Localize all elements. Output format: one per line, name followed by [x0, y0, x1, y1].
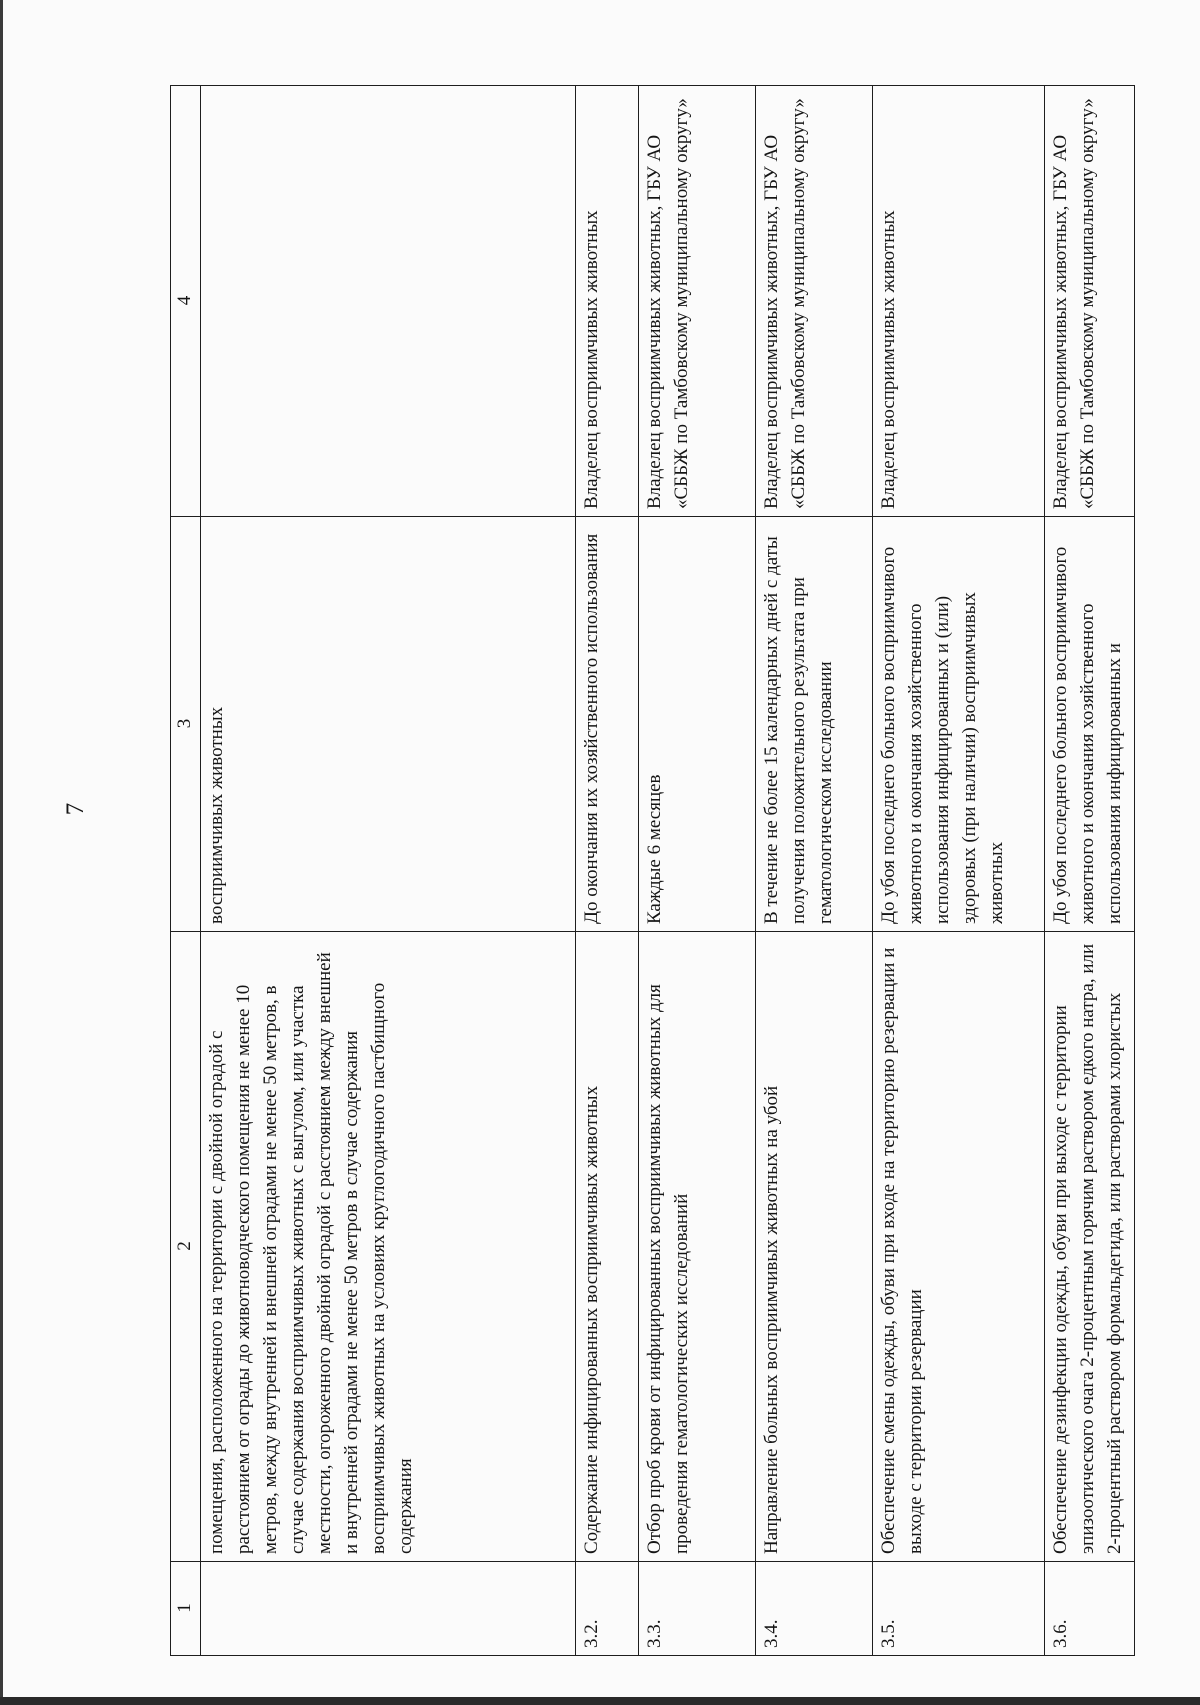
- cell-text: До убоя последнего больного восприимчивого животного и окончания хозяйственного использования инфицированных и: [1050, 546, 1125, 924]
- cell-text: Каждые 6 месяцев: [644, 774, 665, 924]
- header-cell-4: 4: [171, 86, 201, 517]
- rotated-table-container: [170, 86, 1125, 1656]
- header-cell-3: 3: [171, 517, 201, 932]
- measure-cell: [1045, 932, 1135, 1562]
- cell-text: Владелец восприимчивых животных, ГБУ АО «СББЖ по Тамбовскому муниципальному округу»: [644, 98, 692, 509]
- row-number: [1045, 1562, 1135, 1656]
- scan-edge: [0, 0, 3, 1705]
- cell-text: Владелец восприимчивых животных: [581, 210, 602, 509]
- measure-cell: [873, 932, 1045, 1562]
- measure-cell: [639, 932, 756, 1562]
- cell-text: Обеспечение дезинфекции одежды, обуви при выходе с территории эпизоотического очага 2-процентным горячим раствором едкого натра, или 2-процентный раствором формальдегида, или растворами хлористых: [1050, 943, 1125, 1554]
- cell-text: Владелец восприимчивых животных: [878, 210, 899, 509]
- responsible-cell: [201, 86, 576, 517]
- responsible-cell: [756, 86, 873, 517]
- responsible-cell: [639, 86, 756, 517]
- measure-cell: [576, 932, 639, 1562]
- cell-text: помещения, расположенного на территории с двойной оградой с расстоянием от ограды до животноводческого помещения не менее 10 метров, между внутренней и внешней оградами не менее 50 метров, в случае содержания восприимчивых животных с выгулом, или участка местности, огороженного двойной оградой с расстоянием между внешней и внутренней оградами не менее 50 метров в случае содержания восприимчивых животных на условиях круглогодичного пастбищного содержания: [206, 952, 416, 1554]
- measure-cell: [756, 932, 873, 1562]
- measures-table: [170, 85, 1135, 1656]
- cell-text: Содержание инфицированных восприимчивых животных: [581, 1085, 602, 1554]
- cell-text: До окончания их хозяйственного использования: [581, 533, 602, 924]
- deadline-cell: [873, 517, 1045, 932]
- table-row: [1045, 86, 1135, 1656]
- measure-cell: [201, 932, 576, 1562]
- cell-text: 3.5.: [878, 1619, 899, 1648]
- page-number: 7: [62, 802, 89, 816]
- row-number: [873, 1562, 1045, 1656]
- cell-text: Направление больных восприимчивых животных на убой: [761, 1085, 782, 1554]
- table-row: [756, 86, 873, 1656]
- cell-text: До убоя последнего больного восприимчивого животного и окончания хозяйственного использования инфицированных и (или) здоровых (при наличии) восприимчивых животных: [878, 546, 1007, 924]
- cell-text: Владелец восприимчивых животных, ГБУ АО «СББЖ по Тамбовскому муниципальному округу»: [761, 98, 809, 509]
- deadline-cell: [201, 517, 576, 932]
- responsible-cell: [576, 86, 639, 517]
- deadline-cell: [1045, 517, 1135, 932]
- cell-text: В течение не более 15 календарных дней с даты получения положительного результата при гематологическом исследовании: [761, 536, 836, 924]
- deadline-cell: [576, 517, 639, 932]
- scan-edge: [0, 1697, 1200, 1705]
- row-number: [201, 1562, 576, 1656]
- measures-table-frame: [170, 86, 1125, 1656]
- cell-text: 3.2.: [581, 1619, 602, 1648]
- cell-text: восприимчивых животных: [206, 706, 227, 924]
- responsible-cell: [873, 86, 1045, 517]
- row-number: [756, 1562, 873, 1656]
- row-number: [576, 1562, 639, 1656]
- cell-text: [203, 92, 573, 509]
- table-row: [576, 86, 639, 1656]
- deadline-cell: [639, 517, 756, 932]
- cell-text: 3.4.: [761, 1619, 782, 1648]
- table-row: [873, 86, 1045, 1656]
- cell-text: Отбор проб крови от инфицированных восприимчивых животных для проведения гематологических исследований: [644, 984, 692, 1554]
- deadline-cell: [756, 517, 873, 932]
- table-row: [201, 86, 576, 1656]
- table-row: [639, 86, 756, 1656]
- row-number: [639, 1562, 756, 1656]
- responsible-cell: [1045, 86, 1135, 517]
- cell-text: 3.6.: [1050, 1619, 1071, 1648]
- header-cell-2: 2: [171, 932, 201, 1562]
- header-cell-1: 1: [171, 1562, 201, 1656]
- cell-text: Обеспечение смены одежды, обуви при входе на территорию резервации и выходе с территории резервации: [878, 947, 926, 1554]
- cell-text: Владелец восприимчивых животных, ГБУ АО «СББЖ по Тамбовскому муниципальному округу»: [1050, 98, 1098, 509]
- table-header-row: [171, 86, 201, 1656]
- cell-text: [203, 1568, 573, 1648]
- cell-text: 3.3.: [644, 1619, 665, 1648]
